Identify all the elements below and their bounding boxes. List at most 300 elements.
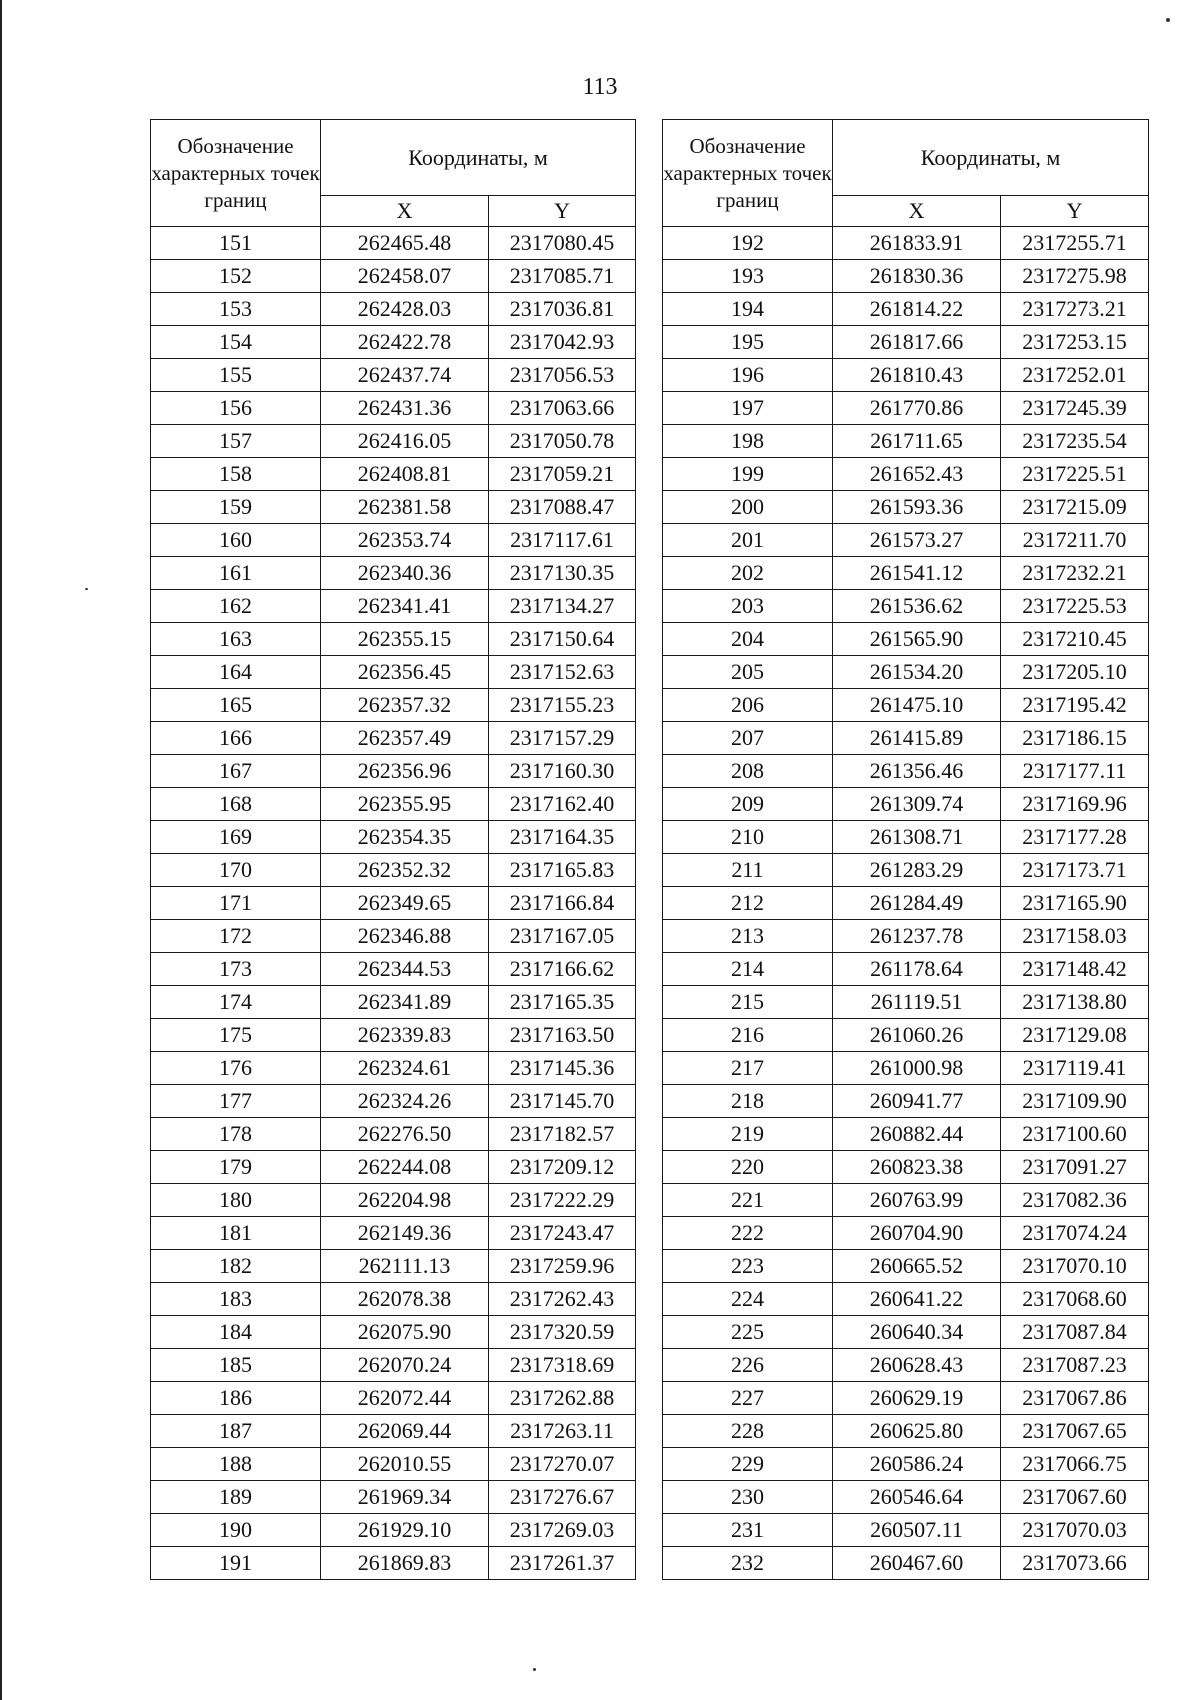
x-coordinate-cell: 260628.43 [833, 1349, 1001, 1382]
coordinates-table-left [150, 119, 636, 1580]
x-coordinate-cell: 261814.22 [833, 293, 1001, 326]
x-coordinate-cell: 262356.96 [321, 755, 489, 788]
y-coordinate-cell: 2317269.03 [489, 1514, 636, 1547]
table-row [663, 260, 1149, 293]
x-coordinate-cell: 261534.20 [833, 656, 1001, 689]
table-row [151, 788, 636, 821]
x-coordinate-cell: 262276.50 [321, 1118, 489, 1151]
x-coordinate-cell: 260823.38 [833, 1151, 1001, 1184]
x-coordinate-cell: 261475.10 [833, 689, 1001, 722]
y-coordinate-cell: 2317195.42 [1001, 689, 1149, 722]
y-coordinate-cell: 2317100.60 [1001, 1118, 1149, 1151]
x-coordinate-cell: 261178.64 [833, 953, 1001, 986]
table-row [663, 1349, 1149, 1382]
y-coordinate-cell: 2317167.05 [489, 920, 636, 953]
table-row [151, 392, 636, 425]
x-coordinate-cell: 260625.80 [833, 1415, 1001, 1448]
x-coordinate-cell: 262078.38 [321, 1283, 489, 1316]
point-number-cell: 211 [663, 854, 833, 887]
x-coordinate-cell: 261770.86 [833, 392, 1001, 425]
x-axis-header: X [833, 196, 1001, 227]
x-coordinate-cell: 262356.45 [321, 656, 489, 689]
coordinates-table-right [662, 119, 1149, 1580]
y-coordinate-cell: 2317263.11 [489, 1415, 636, 1448]
y-coordinate-cell: 2317318.69 [489, 1349, 636, 1382]
x-coordinate-cell: 262465.48 [321, 227, 489, 260]
table-row [151, 1547, 636, 1580]
x-coordinate-cell: 261869.83 [321, 1547, 489, 1580]
y-coordinate-cell: 2317087.84 [1001, 1316, 1149, 1349]
point-number-cell: 181 [151, 1217, 321, 1250]
y-coordinate-cell: 2317087.23 [1001, 1349, 1149, 1382]
table-row [663, 1250, 1149, 1283]
table-row [663, 1085, 1149, 1118]
table-row [151, 821, 636, 854]
point-number-cell: 202 [663, 557, 833, 590]
y-coordinate-cell: 2317169.96 [1001, 788, 1149, 821]
x-coordinate-cell: 262010.55 [321, 1448, 489, 1481]
point-number-cell: 188 [151, 1448, 321, 1481]
table-row [663, 1217, 1149, 1250]
point-number-cell: 209 [663, 788, 833, 821]
x-coordinate-cell: 262431.36 [321, 392, 489, 425]
x-coordinate-cell: 262341.89 [321, 986, 489, 1019]
table-row [663, 689, 1149, 722]
point-number-cell: 222 [663, 1217, 833, 1250]
table-row [663, 392, 1149, 425]
x-coordinate-cell: 261593.36 [833, 491, 1001, 524]
y-coordinate-cell: 2317070.10 [1001, 1250, 1149, 1283]
table-row [663, 887, 1149, 920]
x-coordinate-cell: 262204.98 [321, 1184, 489, 1217]
y-coordinate-cell: 2317320.59 [489, 1316, 636, 1349]
point-number-cell: 159 [151, 491, 321, 524]
point-number-cell: 220 [663, 1151, 833, 1184]
point-number-cell: 171 [151, 887, 321, 920]
point-number-cell: 195 [663, 326, 833, 359]
point-number-cell: 212 [663, 887, 833, 920]
table-row [663, 656, 1149, 689]
table-row [663, 1151, 1149, 1184]
y-coordinate-cell: 2317270.07 [489, 1448, 636, 1481]
y-coordinate-cell: 2317253.15 [1001, 326, 1149, 359]
table-row [151, 623, 636, 656]
x-coordinate-cell: 261565.90 [833, 623, 1001, 656]
x-coordinate-cell: 261711.65 [833, 425, 1001, 458]
point-number-cell: 165 [151, 689, 321, 722]
table-row [151, 359, 636, 392]
point-number-cell: 163 [151, 623, 321, 656]
point-number-cell: 192 [663, 227, 833, 260]
x-coordinate-cell: 262075.90 [321, 1316, 489, 1349]
y-coordinate-cell: 2317182.57 [489, 1118, 636, 1151]
table-row [151, 1316, 636, 1349]
x-coordinate-cell: 262416.05 [321, 425, 489, 458]
table-row [663, 1448, 1149, 1481]
table-row [151, 590, 636, 623]
x-coordinate-cell: 260882.44 [833, 1118, 1001, 1151]
y-coordinate-cell: 2317173.71 [1001, 854, 1149, 887]
y-coordinate-cell: 2317211.70 [1001, 524, 1149, 557]
point-number-cell: 160 [151, 524, 321, 557]
x-coordinate-cell: 262408.81 [321, 458, 489, 491]
point-number-cell: 207 [663, 722, 833, 755]
x-coordinate-cell: 261830.36 [833, 260, 1001, 293]
table-row [663, 1514, 1149, 1547]
point-number-cell: 225 [663, 1316, 833, 1349]
y-coordinate-cell: 2317150.64 [489, 623, 636, 656]
x-coordinate-cell: 261237.78 [833, 920, 1001, 953]
table-row [151, 260, 636, 293]
y-coordinate-cell: 2317255.71 [1001, 227, 1149, 260]
point-number-cell: 201 [663, 524, 833, 557]
point-number-cell: 157 [151, 425, 321, 458]
x-coordinate-cell: 262355.15 [321, 623, 489, 656]
point-number-cell: 203 [663, 590, 833, 623]
x-coordinate-cell: 262339.83 [321, 1019, 489, 1052]
table-row [151, 1382, 636, 1415]
point-number-cell: 182 [151, 1250, 321, 1283]
table-row [151, 1415, 636, 1448]
y-coordinate-cell: 2317262.88 [489, 1382, 636, 1415]
y-coordinate-cell: 2317059.21 [489, 458, 636, 491]
point-number-cell: 221 [663, 1184, 833, 1217]
point-number-cell: 217 [663, 1052, 833, 1085]
table-row [663, 1118, 1149, 1151]
table-row [663, 1184, 1149, 1217]
y-coordinate-cell: 2317158.03 [1001, 920, 1149, 953]
table-row [663, 821, 1149, 854]
point-number-cell: 229 [663, 1448, 833, 1481]
y-axis-header: Y [489, 196, 636, 227]
y-coordinate-cell: 2317243.47 [489, 1217, 636, 1250]
x-coordinate-cell: 262070.24 [321, 1349, 489, 1382]
point-number-cell: 204 [663, 623, 833, 656]
table-row [663, 425, 1149, 458]
x-coordinate-cell: 262422.78 [321, 326, 489, 359]
table-row [663, 1481, 1149, 1514]
table-row [663, 1316, 1149, 1349]
x-coordinate-cell: 260507.11 [833, 1514, 1001, 1547]
x-coordinate-cell: 262458.07 [321, 260, 489, 293]
y-coordinate-cell: 2317276.67 [489, 1481, 636, 1514]
point-number-cell: 172 [151, 920, 321, 953]
y-coordinate-cell: 2317130.35 [489, 557, 636, 590]
x-coordinate-cell: 261308.71 [833, 821, 1001, 854]
table-row [663, 524, 1149, 557]
table-row [663, 788, 1149, 821]
point-number-cell: 187 [151, 1415, 321, 1448]
y-coordinate-cell: 2317068.60 [1001, 1283, 1149, 1316]
y-coordinate-cell: 2317119.41 [1001, 1052, 1149, 1085]
y-coordinate-cell: 2317056.53 [489, 359, 636, 392]
table-row [151, 920, 636, 953]
y-coordinate-cell: 2317210.45 [1001, 623, 1149, 656]
x-coordinate-cell: 261969.34 [321, 1481, 489, 1514]
table-row [663, 590, 1149, 623]
table-row [663, 359, 1149, 392]
table-row [663, 953, 1149, 986]
x-coordinate-cell: 260586.24 [833, 1448, 1001, 1481]
x-coordinate-cell: 262149.36 [321, 1217, 489, 1250]
point-number-cell: 155 [151, 359, 321, 392]
point-number-cell: 199 [663, 458, 833, 491]
x-coordinate-cell: 260763.99 [833, 1184, 1001, 1217]
table-row [151, 425, 636, 458]
x-axis-header: X [321, 196, 489, 227]
scan-speck [1166, 18, 1170, 22]
x-coordinate-cell: 261356.46 [833, 755, 1001, 788]
x-coordinate-cell: 262344.53 [321, 953, 489, 986]
scan-speck [533, 1668, 536, 1671]
point-number-cell: 231 [663, 1514, 833, 1547]
y-coordinate-cell: 2317165.83 [489, 854, 636, 887]
point-number-cell: 180 [151, 1184, 321, 1217]
y-coordinate-cell: 2317074.24 [1001, 1217, 1149, 1250]
table-row [151, 1217, 636, 1250]
table-row [663, 1019, 1149, 1052]
x-coordinate-cell: 262352.32 [321, 854, 489, 887]
table-row [151, 491, 636, 524]
scan-speck [85, 588, 88, 590]
page-number: 113 [582, 74, 618, 100]
point-number-cell: 228 [663, 1415, 833, 1448]
point-number-cell: 185 [151, 1349, 321, 1382]
table-row [151, 1250, 636, 1283]
table-row [151, 227, 636, 260]
point-number-cell: 177 [151, 1085, 321, 1118]
x-coordinate-cell: 262428.03 [321, 293, 489, 326]
table-row [151, 656, 636, 689]
table-row [663, 1052, 1149, 1085]
x-coordinate-cell: 262357.49 [321, 722, 489, 755]
x-coordinate-cell: 261060.26 [833, 1019, 1001, 1052]
table-row [151, 1514, 636, 1547]
table-row [663, 854, 1149, 887]
point-number-cell: 198 [663, 425, 833, 458]
table-row [663, 1547, 1149, 1580]
x-coordinate-cell: 261415.89 [833, 722, 1001, 755]
table-row [663, 1415, 1149, 1448]
y-coordinate-cell: 2317088.47 [489, 491, 636, 524]
y-coordinate-cell: 2317205.10 [1001, 656, 1149, 689]
x-coordinate-cell: 261817.66 [833, 326, 1001, 359]
y-coordinate-cell: 2317117.61 [489, 524, 636, 557]
y-coordinate-cell: 2317067.65 [1001, 1415, 1149, 1448]
point-number-cell: 194 [663, 293, 833, 326]
y-coordinate-cell: 2317275.98 [1001, 260, 1149, 293]
table-row [151, 1151, 636, 1184]
y-coordinate-cell: 2317186.15 [1001, 722, 1149, 755]
y-coordinate-cell: 2317145.36 [489, 1052, 636, 1085]
point-number-cell: 154 [151, 326, 321, 359]
table-row [151, 458, 636, 491]
scan-edge-line [0, 0, 2, 1700]
point-number-cell: 224 [663, 1283, 833, 1316]
y-coordinate-cell: 2317177.11 [1001, 755, 1149, 788]
point-number-cell: 174 [151, 986, 321, 1019]
point-number-cell: 210 [663, 821, 833, 854]
table-row [663, 326, 1149, 359]
table-row [151, 986, 636, 1019]
y-coordinate-cell: 2317225.53 [1001, 590, 1149, 623]
x-coordinate-cell: 261284.49 [833, 887, 1001, 920]
x-coordinate-cell: 262340.36 [321, 557, 489, 590]
x-coordinate-cell: 262069.44 [321, 1415, 489, 1448]
y-coordinate-cell: 2317155.23 [489, 689, 636, 722]
x-coordinate-cell: 261536.62 [833, 590, 1001, 623]
point-number-cell: 183 [151, 1283, 321, 1316]
point-number-cell: 166 [151, 722, 321, 755]
point-number-cell: 193 [663, 260, 833, 293]
point-number-cell: 153 [151, 293, 321, 326]
point-number-cell: 161 [151, 557, 321, 590]
point-number-cell: 189 [151, 1481, 321, 1514]
x-coordinate-cell: 262437.74 [321, 359, 489, 392]
x-coordinate-cell: 261652.43 [833, 458, 1001, 491]
point-number-cell: 232 [663, 1547, 833, 1580]
y-coordinate-cell: 2317148.42 [1001, 953, 1149, 986]
x-coordinate-cell: 260467.60 [833, 1547, 1001, 1580]
point-number-cell: 226 [663, 1349, 833, 1382]
point-number-cell: 219 [663, 1118, 833, 1151]
x-coordinate-cell: 262357.32 [321, 689, 489, 722]
x-coordinate-cell: 262341.41 [321, 590, 489, 623]
point-number-cell: 152 [151, 260, 321, 293]
y-coordinate-cell: 2317262.43 [489, 1283, 636, 1316]
coordinates-table-body [663, 227, 1149, 1580]
x-coordinate-cell: 261000.98 [833, 1052, 1001, 1085]
point-number-cell: 227 [663, 1382, 833, 1415]
table-row [151, 293, 636, 326]
table-row [151, 1283, 636, 1316]
table-row [151, 326, 636, 359]
x-coordinate-cell: 262346.88 [321, 920, 489, 953]
y-coordinate-cell: 2317162.40 [489, 788, 636, 821]
y-coordinate-cell: 2317166.84 [489, 887, 636, 920]
table-row [663, 755, 1149, 788]
table-row [663, 458, 1149, 491]
table-row [663, 491, 1149, 524]
x-coordinate-cell: 261573.27 [833, 524, 1001, 557]
table-row [663, 293, 1149, 326]
table-row [151, 1349, 636, 1382]
y-coordinate-cell: 2317138.80 [1001, 986, 1149, 1019]
x-coordinate-cell: 260704.90 [833, 1217, 1001, 1250]
y-coordinate-cell: 2317134.27 [489, 590, 636, 623]
y-coordinate-cell: 2317073.66 [1001, 1547, 1149, 1580]
y-coordinate-cell: 2317252.01 [1001, 359, 1149, 392]
x-coordinate-cell: 260546.64 [833, 1481, 1001, 1514]
point-number-cell: 170 [151, 854, 321, 887]
table-row [151, 722, 636, 755]
point-number-cell: 173 [151, 953, 321, 986]
y-coordinate-cell: 2317209.12 [489, 1151, 636, 1184]
x-coordinate-cell: 260665.52 [833, 1250, 1001, 1283]
y-coordinate-cell: 2317245.39 [1001, 392, 1149, 425]
point-number-cell: 162 [151, 590, 321, 623]
x-coordinate-cell: 261541.12 [833, 557, 1001, 590]
y-coordinate-cell: 2317067.86 [1001, 1382, 1149, 1415]
x-coordinate-cell: 261810.43 [833, 359, 1001, 392]
point-number-cell: 196 [663, 359, 833, 392]
x-coordinate-cell: 262324.26 [321, 1085, 489, 1118]
point-number-cell: 191 [151, 1547, 321, 1580]
y-axis-header: Y [1001, 196, 1149, 227]
x-coordinate-cell: 261283.29 [833, 854, 1001, 887]
x-coordinate-cell: 262111.13 [321, 1250, 489, 1283]
x-coordinate-cell: 261119.51 [833, 986, 1001, 1019]
point-number-cell: 156 [151, 392, 321, 425]
point-number-cell: 230 [663, 1481, 833, 1514]
table-row [151, 1184, 636, 1217]
y-coordinate-cell: 2317259.96 [489, 1250, 636, 1283]
coordinates-header: Координаты, м [321, 120, 636, 196]
point-number-cell: 178 [151, 1118, 321, 1151]
table-row [663, 623, 1149, 656]
x-coordinate-cell: 260941.77 [833, 1085, 1001, 1118]
table-row [151, 1052, 636, 1085]
table-row [663, 557, 1149, 590]
point-number-cell: 169 [151, 821, 321, 854]
table-row [663, 986, 1149, 1019]
point-number-cell: 186 [151, 1382, 321, 1415]
table-row [151, 1118, 636, 1151]
y-coordinate-cell: 2317222.29 [489, 1184, 636, 1217]
point-number-cell: 200 [663, 491, 833, 524]
y-coordinate-cell: 2317109.90 [1001, 1085, 1149, 1118]
table-row [663, 1283, 1149, 1316]
x-coordinate-cell: 260641.22 [833, 1283, 1001, 1316]
table-row [151, 1448, 636, 1481]
table-row [151, 1019, 636, 1052]
y-coordinate-cell: 2317215.09 [1001, 491, 1149, 524]
y-coordinate-cell: 2317042.93 [489, 326, 636, 359]
point-number-cell: 151 [151, 227, 321, 260]
point-designation-header: Обозначение характерных точек границ [151, 120, 321, 227]
x-coordinate-cell: 262244.08 [321, 1151, 489, 1184]
y-coordinate-cell: 2317063.66 [489, 392, 636, 425]
x-coordinate-cell: 262324.61 [321, 1052, 489, 1085]
point-number-cell: 216 [663, 1019, 833, 1052]
point-number-cell: 167 [151, 755, 321, 788]
point-number-cell: 208 [663, 755, 833, 788]
table-row [151, 887, 636, 920]
y-coordinate-cell: 2317085.71 [489, 260, 636, 293]
y-coordinate-cell: 2317261.37 [489, 1547, 636, 1580]
y-coordinate-cell: 2317225.51 [1001, 458, 1149, 491]
x-coordinate-cell: 262354.35 [321, 821, 489, 854]
y-coordinate-cell: 2317067.60 [1001, 1481, 1149, 1514]
x-coordinate-cell: 260640.34 [833, 1316, 1001, 1349]
y-coordinate-cell: 2317160.30 [489, 755, 636, 788]
table-row [151, 1481, 636, 1514]
table-row [663, 227, 1149, 260]
point-number-cell: 179 [151, 1151, 321, 1184]
x-coordinate-cell: 261929.10 [321, 1514, 489, 1547]
table-row [663, 920, 1149, 953]
point-number-cell: 175 [151, 1019, 321, 1052]
table-row [151, 557, 636, 590]
point-number-cell: 206 [663, 689, 833, 722]
point-number-cell: 184 [151, 1316, 321, 1349]
table-row [151, 854, 636, 887]
point-number-cell: 213 [663, 920, 833, 953]
point-number-cell: 215 [663, 986, 833, 1019]
coordinates-table-body [151, 227, 636, 1580]
y-coordinate-cell: 2317235.54 [1001, 425, 1149, 458]
y-coordinate-cell: 2317145.70 [489, 1085, 636, 1118]
